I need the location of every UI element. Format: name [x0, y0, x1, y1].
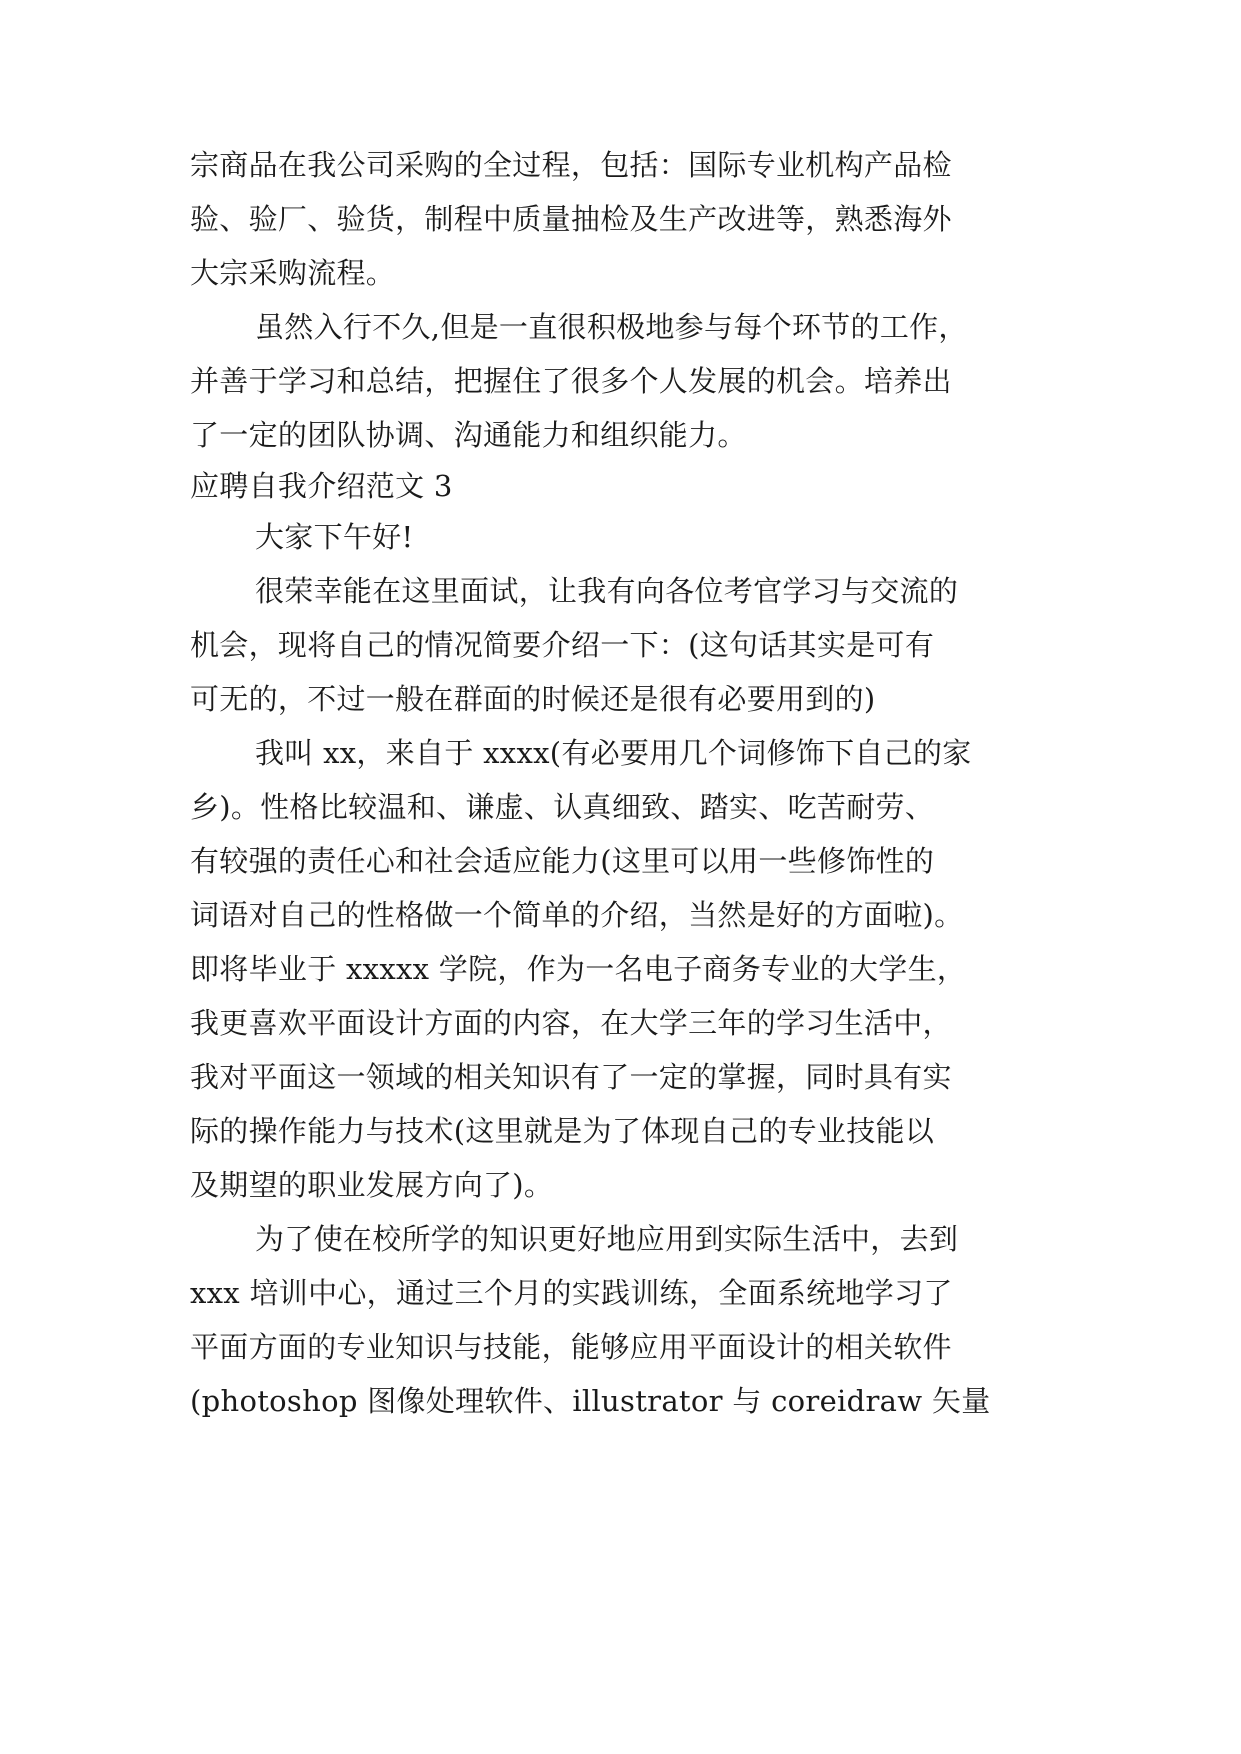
text-line: 可无的，不过一般在群面的时候还是很有必要用到的) — [190, 682, 876, 716]
paragraph-start: 虽然入行不久,但是一直很积极地参与每个环节的工作， — [255, 310, 968, 344]
text-line: 了一定的团队协调、沟通能力和组织能力。 — [190, 418, 747, 452]
text-line: 有较强的责任心和社会适应能力(这里可以用一些修饰性的 — [190, 844, 935, 878]
text-line: 乡)。性格比较温和、谦虚、认真细致、踏实、吃苦耐劳、 — [190, 790, 935, 824]
text-line: 机会，现将自己的情况简要介绍一下：(这句话其实是可有 — [190, 628, 935, 662]
text-line: 大宗采购流程。 — [190, 256, 396, 290]
paragraph-start: 我叫 xx，来自于 xxxx(有必要用几个词修饰下自己的家 — [255, 736, 972, 770]
text-line: 及期望的职业发展方向了)。 — [190, 1168, 554, 1202]
greeting: 大家下午好! — [255, 520, 414, 554]
text-line: 我更喜欢平面设计方面的内容，在大学三年的学习生活中， — [190, 1006, 952, 1040]
text-line: 宗商品在我公司采购的全过程，包括：国际专业机构产品检 — [190, 148, 952, 182]
text-line: 即将毕业于 xxxxx 学院，作为一名电子商务专业的大学生， — [190, 952, 967, 986]
text-line: 验、验厂、验货，制程中质量抽检及生产改进等，熟悉海外 — [190, 202, 952, 236]
section-heading: 应聘自我介绍范文 3 — [190, 469, 453, 503]
text-line: 并善于学习和总结，把握住了很多个人发展的机会。培养出 — [190, 364, 952, 398]
text-line: (photoshop 图像处理软件、illustrator 与 coreidraw 矢量 — [190, 1384, 991, 1418]
text-line: xxx 培训中心，通过三个月的实践训练，全面系统地学习了 — [190, 1276, 953, 1310]
text-line: 词语对自己的性格做一个简单的介绍，当然是好的方面啦)。 — [190, 898, 964, 932]
text-line: 我对平面这一领域的相关知识有了一定的掌握，同时具有实 — [190, 1060, 952, 1094]
paragraph-start: 为了使在校所学的知识更好地应用到实际生活中，去到 — [255, 1222, 959, 1256]
text-line: 际的操作能力与技术(这里就是为了体现自己的专业技能以 — [190, 1114, 935, 1148]
paragraph-start: 很荣幸能在这里面试，让我有向各位考官学习与交流的 — [255, 574, 959, 608]
text-line: 平面方面的专业知识与技能，能够应用平面设计的相关软件 — [190, 1330, 952, 1364]
